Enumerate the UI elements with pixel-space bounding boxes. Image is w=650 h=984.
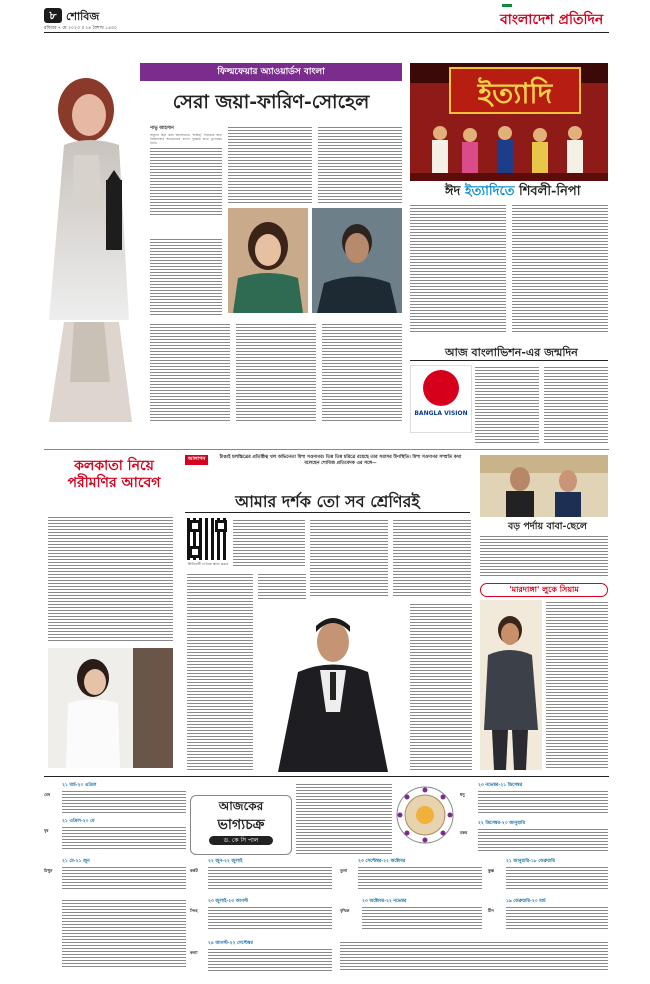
interview-col4	[393, 518, 471, 598]
filmfare-photo-lower	[44, 322, 144, 422]
qr-code[interactable]	[187, 518, 229, 560]
birthday-title: আজ বাংলাভিশন-এর জন্মদিন	[445, 346, 578, 359]
sign-cancer-name: কর্কট	[190, 868, 198, 873]
birthday-rule	[410, 360, 608, 361]
sign-capricorn-name: মকর	[460, 830, 468, 835]
header-rule	[44, 32, 609, 33]
filmfare-intro: অনুদান ছিল জয়া আহসানের। 'অস্তিত্ব' সিনেমার জন্য ফিল্মফেয়ার অ্যাওয়ার্ডস বাংলা পুরস্কার হাতে তুলেছেন তিনি।	[150, 133, 222, 233]
interview-col1-top	[233, 518, 305, 566]
mardangaa-headline: 'মারদাঙ্গা' লুকে সিয়াম	[480, 583, 608, 597]
sign-cancer	[190, 858, 332, 894]
eid-body-col1	[410, 203, 506, 333]
sign-capricorn-text	[478, 827, 608, 853]
kolkata-headline: কলকাতা নিয়ে পরীমণির আবেগ	[67, 458, 161, 491]
sign-scorpio-text	[362, 905, 482, 931]
filmfare-byline: পাভু আহসান	[150, 126, 174, 131]
sign-libra-text	[358, 865, 482, 891]
filmfare-caption-col	[150, 237, 222, 317]
filmfare-headline: সেরা জয়া-ফারিণ-সোহেল	[172, 91, 370, 113]
sign-capricorn-date: ২২ ডিসেম্বর-২০ জানুয়ারি	[478, 821, 525, 826]
sign-pisces-text	[506, 905, 608, 931]
horoscope-right-bottom	[340, 940, 608, 970]
sign-taurus-text	[62, 825, 186, 851]
horoscope-title-line1: আজকের	[218, 799, 264, 813]
filmfare-body-col2	[228, 125, 312, 205]
sign-virgo-name: কন্যা	[190, 950, 198, 955]
brand-mark-icon	[502, 4, 512, 7]
sign-sagittarius-text	[478, 789, 608, 815]
interview-lead: টাঙাই চলচ্চিত্রের প্রতিষ্ঠিত্ব খল অভিনেতা মিশা সওদাগর। তিন্ন তিন্ন চরিত্রে রয়েছে তার সরাসর উপস্থিতি। মিশা সওদাগর সম্প্রতি কথা বলেছেন শোবিজ প্রতিবেদক এর সঙ্গে—	[219, 455, 462, 466]
banglavision-logo-text: BANGLA VISION	[414, 410, 468, 417]
sign-gemini	[44, 858, 186, 894]
sign-aries	[44, 782, 186, 818]
father-son-photo	[480, 455, 608, 517]
sign-scorpio-date: ২৩ অক্টোবর-২২ নভেম্বর	[362, 899, 407, 904]
sign-aries-date: ২১ মার্চ-২০ এপ্রিল	[62, 783, 97, 788]
jaya-ahsan-photo	[44, 60, 139, 320]
sign-pisces-date: ১৯ ফেব্রুয়ারি-২০ মার্চ	[506, 899, 546, 904]
kolkata-body	[48, 515, 173, 643]
sign-aries-text	[62, 789, 186, 815]
sign-leo-name: সিংহ	[190, 908, 198, 913]
sign-aquarius-date: ২১ জানুয়ারি-১৮ ফেব্রুয়ারি	[506, 859, 555, 864]
porimoni-photo	[48, 648, 173, 768]
filmfare-bottom-col2	[236, 322, 316, 422]
siam-photo	[480, 600, 542, 770]
eid-body-col2	[512, 203, 608, 333]
sign-scorpio-name: বৃশ্চিক	[340, 908, 350, 913]
sign-sagittarius	[460, 782, 608, 818]
sign-taurus-name: বৃষ	[44, 828, 49, 833]
filmfare-banner: ফিল্মফেয়ার অ্যাওয়ার্ডস বাংলা	[140, 63, 402, 81]
section-name: শোবিজ	[66, 10, 100, 23]
sign-aquarius	[488, 858, 608, 894]
interview-headline: আমার দর্শক তো সব শ্রেণিরই	[235, 492, 420, 511]
sign-virgo	[190, 940, 332, 976]
sign-pisces	[488, 898, 608, 934]
date-line: রবিবার ৭ মে ২০২৩ ॥ ২৪ বৈশাখ ১৪৩০	[44, 26, 117, 31]
page-header	[0, 0, 650, 30]
father-son-headline: বড় পর্দায় বাবা-ছেলে	[507, 521, 587, 532]
sign-virgo-text	[208, 947, 332, 973]
sign-gemini-date: ২১ মে-২১ জুন	[62, 859, 90, 864]
interview-col3	[310, 518, 388, 598]
ittadi-stage-photo	[410, 63, 608, 181]
sign-taurus-date: ২১ এপ্রিল-২০ মে	[62, 819, 95, 824]
sign-gemini-text	[62, 865, 186, 891]
filmfare-bottom-col1	[150, 322, 230, 422]
sign-libra	[340, 858, 482, 894]
horoscope-title-line2: ভাগ্যচক্র	[217, 817, 265, 833]
sign-leo	[190, 898, 332, 934]
sign-pisces-name: মীন	[488, 908, 494, 913]
sign-libra-date: ২৩ সেপ্টেম্বর-২২ অক্টোবর	[358, 859, 406, 864]
eid-headline-suffix: শিবলী-নিপা	[518, 184, 581, 199]
interview-kicker: আলাপন	[185, 455, 208, 465]
zodiac-wheel	[395, 785, 455, 845]
interview-col4-lower	[410, 602, 472, 772]
eid-headline	[445, 182, 610, 203]
filmfare-photo	[44, 60, 139, 320]
sign-aquarius-name: কুম্ভ	[488, 868, 494, 873]
sign-capricorn	[460, 820, 608, 856]
sign-cancer-text	[208, 865, 332, 891]
eid-headline-highlight: ইত্যাদিতে	[464, 184, 515, 199]
horoscope-intro	[296, 782, 392, 854]
misha-photo	[258, 602, 408, 772]
sign-sagittarius-name: ধনু	[460, 792, 465, 797]
horoscope-title-box	[190, 795, 292, 855]
mardangaa-body	[546, 600, 608, 770]
eid-headline-prefix: ঈদ	[445, 184, 461, 199]
interview-rule	[185, 512, 470, 513]
sign-libra-name: তুলা	[340, 868, 348, 873]
mid-rule	[44, 449, 609, 450]
horoscope-author: ড. কে সি পাল	[209, 836, 273, 845]
filmfare-bottom-col3	[322, 322, 402, 422]
birthday-body-col2	[544, 365, 608, 445]
sign-scorpio	[340, 898, 482, 934]
sign-aquarius-text	[506, 865, 608, 891]
interview-col2-top	[258, 572, 306, 600]
interview-col1	[187, 572, 253, 772]
horoscope-rule	[44, 776, 609, 777]
banglavision-logo	[410, 365, 472, 433]
horoscope-left-bottom	[62, 898, 186, 968]
sohel-photo	[312, 208, 402, 313]
sign-leo-date: ২৩ জুলাই-২৩ আগস্ট	[208, 899, 249, 904]
sign-gemini-name: মিথুন	[44, 868, 53, 873]
qr-caption: ভিডিওটি দেখতে স্ক্যান করুন	[187, 562, 229, 566]
brand-logo: বাংলাদেশ প্রতিদিন	[500, 12, 604, 28]
birthday-body-col1	[475, 365, 539, 445]
sign-virgo-date: ২৪ আগস্ট-২২ সেপ্টেম্বর	[208, 941, 253, 946]
farin-photo	[228, 208, 308, 313]
filmfare-body-col3	[318, 125, 402, 205]
page-number-badge: ৮	[44, 8, 62, 23]
banglavision-logo-icon	[423, 370, 459, 406]
sign-leo-text	[208, 905, 332, 931]
svg-text:ইত্যাদি: ইত্যাদি	[477, 77, 553, 110]
sign-cancer-date: ২২ জুন-২২ জুলাই	[208, 859, 243, 864]
sign-aries-name: মেষ	[44, 792, 51, 797]
sign-taurus	[44, 818, 186, 854]
sign-sagittarius-date: ২৩ নভেম্বর-২১ ডিসেম্বর	[478, 783, 523, 788]
father-son-body	[480, 534, 608, 578]
